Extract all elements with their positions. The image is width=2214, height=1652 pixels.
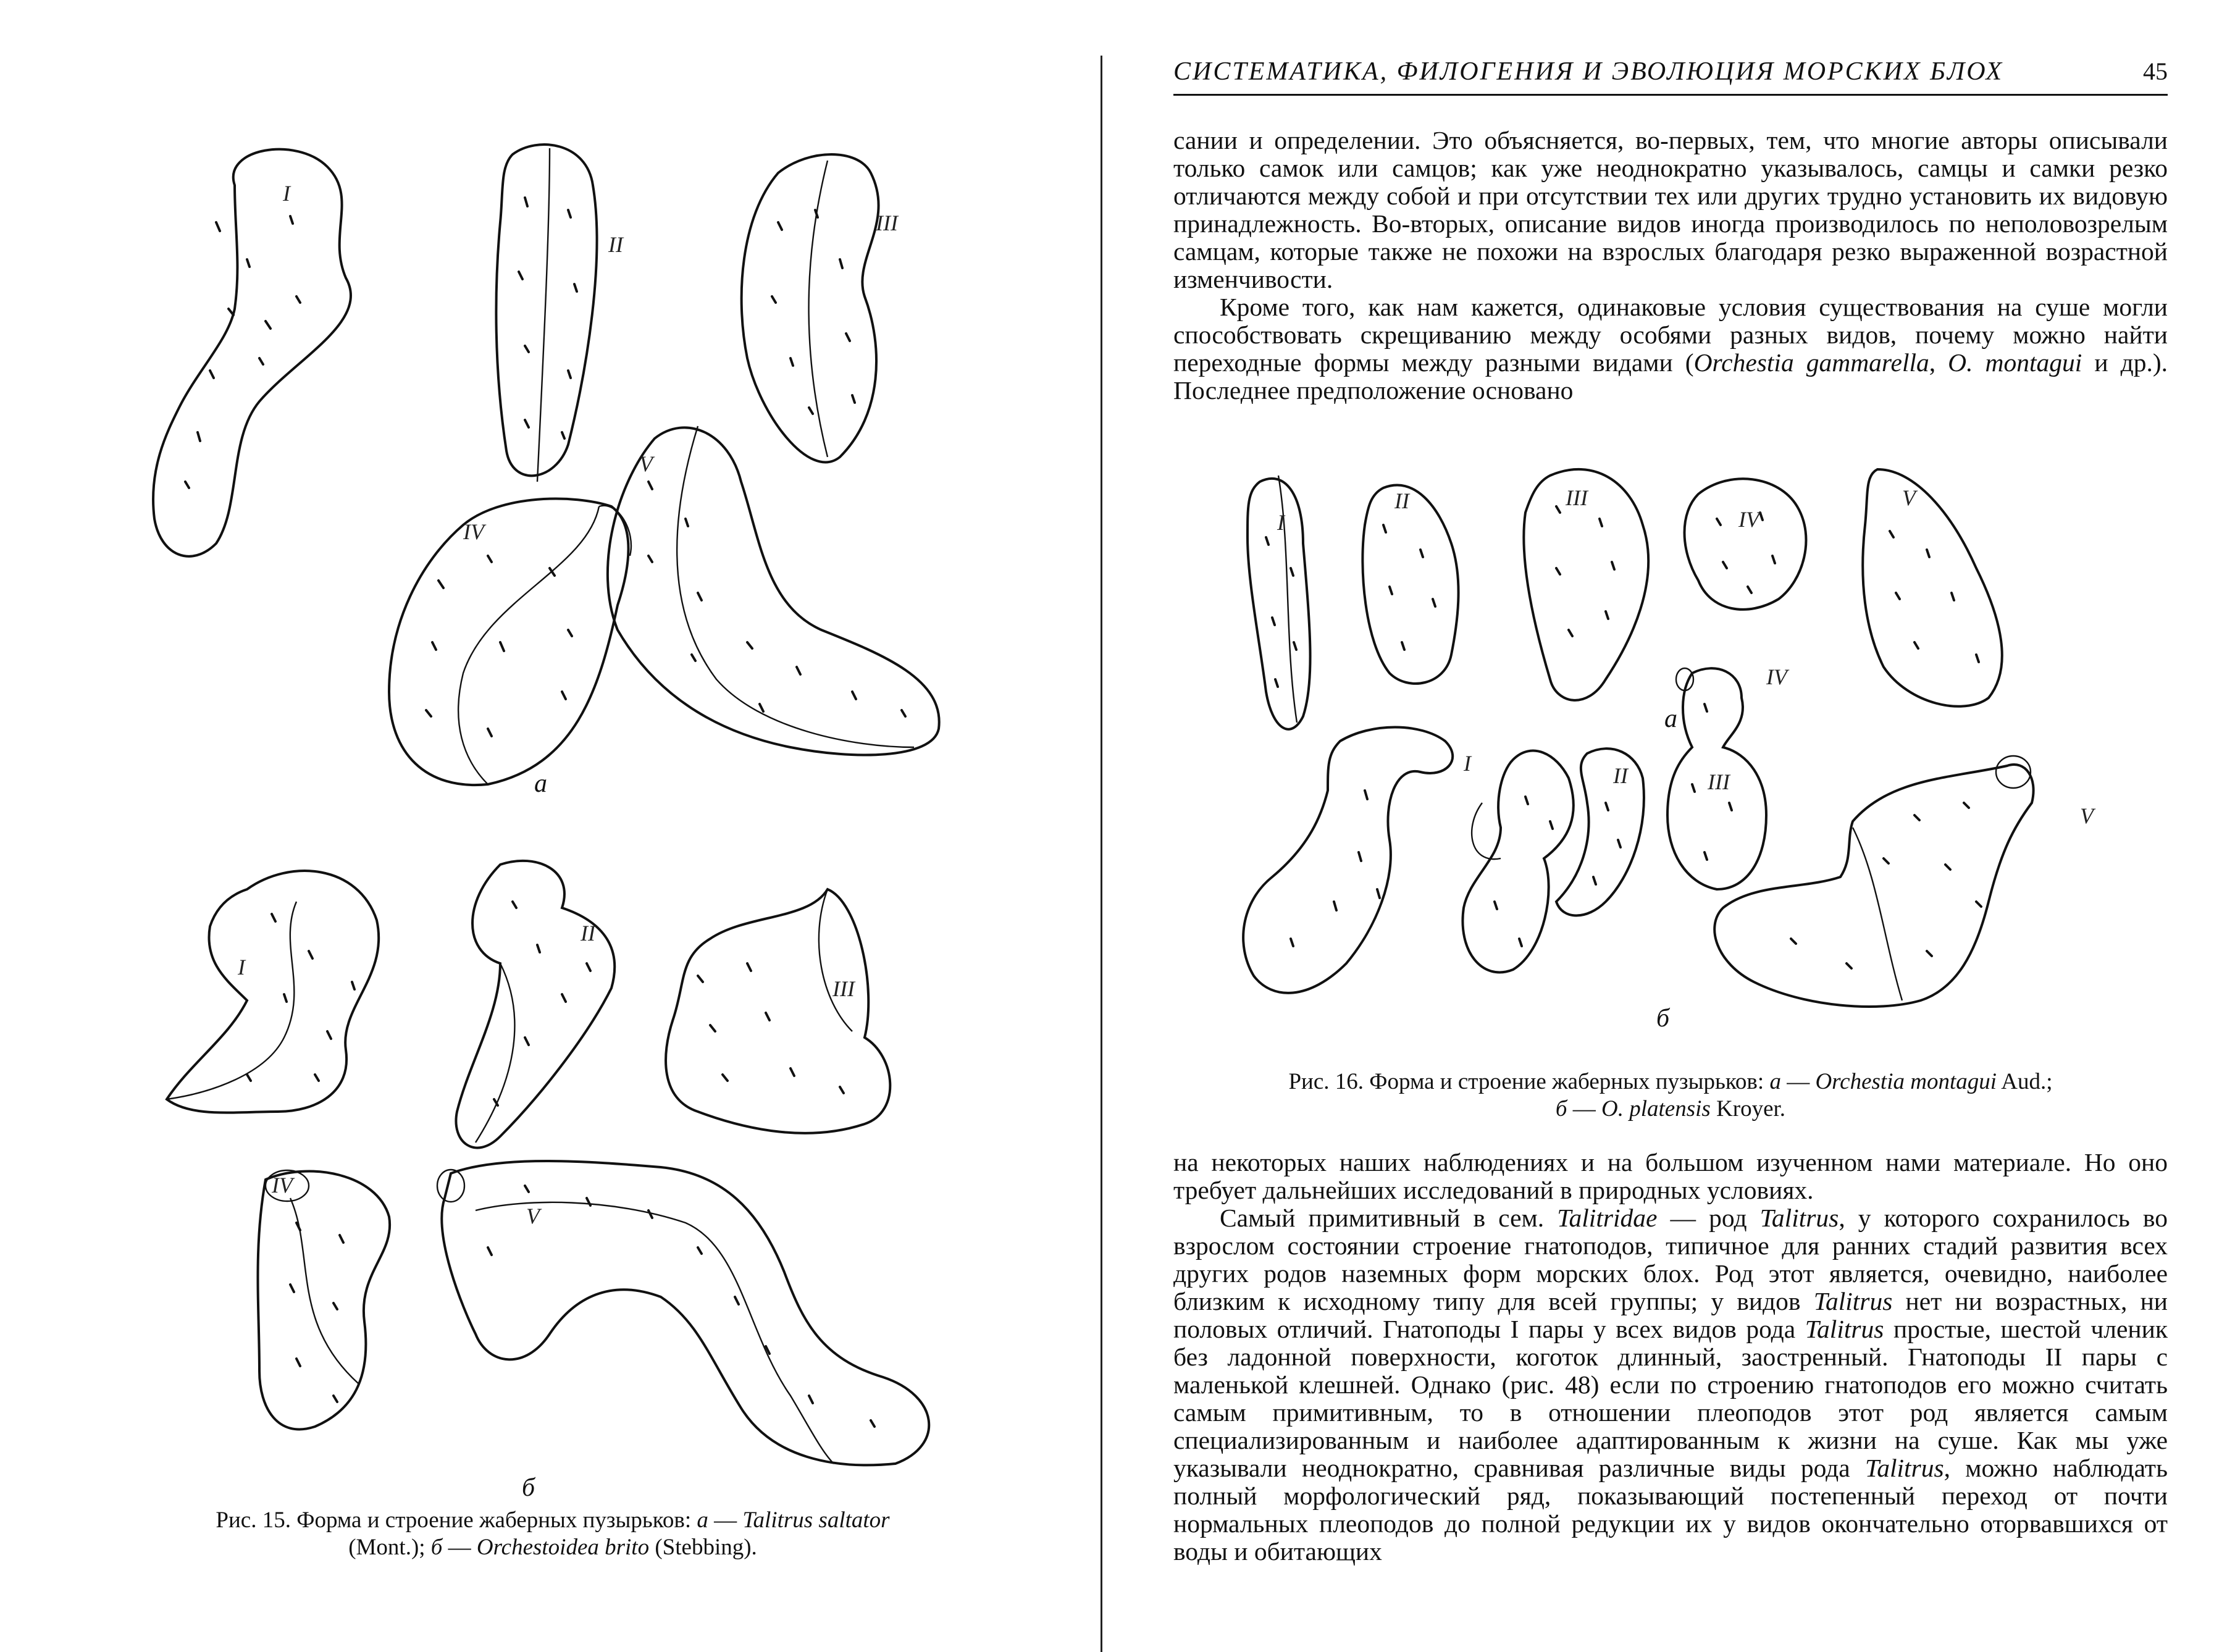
paragraph-2 <box>1173 293 2168 405</box>
caption-15-b: б <box>430 1535 443 1560</box>
paragraph-4-genus-3: Talitrus <box>1805 1315 1884 1343</box>
caption-16-species-b: O. platensis <box>1601 1096 1711 1122</box>
body-text-top <box>1173 127 2168 405</box>
label-16b-iii: III <box>1708 769 1730 794</box>
right-page <box>1105 0 2214 1652</box>
label-16b-v: V <box>2080 803 2094 828</box>
caption-16-author-b: Kroyer. <box>1710 1096 1786 1122</box>
gill-15b-v <box>442 1161 929 1465</box>
caption-15-author-b: (Stebbing). <box>649 1535 757 1560</box>
label-16b-iv: IV <box>1766 665 1787 689</box>
paragraph-4-f: , можно наблюдать полный морфологический ряд, показывающий постепенный переход от почти нормальных плеоподов до полной редукции их у видов окончательно оторвавшихся от воды и обитающих <box>1173 1454 2168 1566</box>
caption-15-prefix: Рис. 15. Форма и строение жаберных пузырьков: <box>216 1507 697 1533</box>
figure-16-illustration <box>1235 457 2124 1062</box>
caption-15-dash-a: — <box>708 1507 743 1533</box>
label-16a-i: I <box>1277 510 1285 535</box>
label-15a-i: I <box>283 181 290 206</box>
label-15b-i: I <box>238 955 245 979</box>
gill-15b-iv <box>258 1172 390 1430</box>
label-15a-iv: IV <box>463 519 484 544</box>
figure-15a-illustration <box>142 136 939 809</box>
label-15a-v: V <box>639 451 653 476</box>
paragraph-2-species-1: Orchestia gammarella <box>1693 348 1929 377</box>
gill-16a-v <box>1863 469 2002 707</box>
caption-16-a: а <box>1769 1069 1781 1094</box>
page-gutter <box>1101 56 1102 1652</box>
gill-15b-iii <box>666 889 890 1133</box>
paragraph-4-e: простые, шестой членик без ладонной поверхности, коготок длинный, заостренный. Гнатоподы II пары с маленькой клешней. Однако (рис. 48) если по строению гнатоподов его можно считать самым примитивным, то в отношении плеоподов этот род является самым специализированным и наиболее адаптированным к жизни на суше. Как мы уже указывали неоднократно, сравнивая различные виды рода <box>1173 1315 2168 1482</box>
paragraph-4-family: Talitridae <box>1557 1204 1658 1232</box>
label-16b-ii: II <box>1613 763 1628 788</box>
caption-15-a: а <box>697 1507 708 1533</box>
label-15b-iv: IV <box>272 1173 293 1197</box>
paragraph-1: сании и определении. Это объясняется, во-первых, тем, что многие авторы описывали только самок или самцов; как уже неоднократно указывалось, самцы и самки резко отличаются между собой и при отсутствии тех или других трудно установить их видовую принадлежность. Во-вторых, описание видов иногда производилось по неполовозрелым самцам, которые также не похожи на взрослых благодаря резко выраженной возрастной изменчивости. <box>1173 126 2168 293</box>
caption-16-b: б <box>1555 1096 1567 1122</box>
figure-16b-letter: б <box>1656 1004 1670 1033</box>
gill-16b-i <box>1243 727 1453 993</box>
gill-15b-i <box>167 871 379 1113</box>
page-number: 45 <box>2143 57 2168 85</box>
paragraph-4-c: , у которого сохранилось во взрослом состоянии строение гнатоподов, типичное для ранних стадий развития всех других родов наземных форм морских блох. Род этот является, очевидно, наиболее близким к исходному типу для всей группы; у видов <box>1173 1204 2168 1315</box>
figure-15a-letter: а <box>534 769 547 798</box>
caption-15-author-a: (Mont.); <box>348 1535 431 1560</box>
gill-15b-ii <box>456 861 614 1148</box>
label-16a-iii: III <box>1566 485 1588 510</box>
gill-16b-iii <box>1556 748 1644 915</box>
paragraph-2-b: , <box>1929 348 1948 377</box>
figure-16a-letter: а <box>1664 705 1677 733</box>
caption-16-dash-b: — <box>1567 1096 1602 1122</box>
label-15a-ii: II <box>608 232 623 257</box>
label-16a-iv: IV <box>1738 507 1759 532</box>
left-page <box>0 0 1099 1652</box>
gill-15a-iv <box>389 499 629 786</box>
figure-15-caption <box>148 1507 957 1561</box>
paragraph-4-b: — род <box>1657 1204 1760 1232</box>
paragraph-3: на некоторых наших наблюдениях и на большом изученном нами материале. Но оно требует дальнейших исследований в природных условиях. <box>1173 1148 2168 1204</box>
body-text-bottom <box>1173 1149 2168 1566</box>
paragraph-2-a: Кроме того, как нам кажется, одинаковые условия существования на суше могли способствовать скрещиванию между особями разных видов, почему можно найти переходные формы между разными видами ( <box>1173 293 2168 377</box>
gill-15a-i <box>153 149 351 556</box>
figure-16-caption <box>1173 1068 2168 1123</box>
label-15a-iii: III <box>876 211 898 235</box>
caption-15-species-a: Talitrus saltator <box>742 1507 890 1533</box>
caption-16-prefix: Рис. 16. Форма и строение жаберных пузырьков: <box>1288 1069 1770 1094</box>
paragraph-4-a: Самый примитивный в сем. <box>1220 1204 1558 1232</box>
caption-15-species-b: Orchestoidea brito <box>476 1535 650 1560</box>
paragraph-4-genus-1: Talitrus <box>1759 1204 1839 1232</box>
gill-15a-v <box>608 427 939 755</box>
paragraph-4-d: нет ни возрастных, ни половых отличий. Гнатоподы I пары у всех видов рода <box>1173 1287 2168 1343</box>
label-16a-ii: II <box>1394 488 1409 513</box>
label-15b-iii: III <box>832 976 855 1001</box>
caption-15-dash-b: — <box>442 1535 477 1560</box>
caption-16-dash-a: — <box>1780 1069 1816 1094</box>
gill-16a-iv <box>1685 479 1806 610</box>
caption-16-author-a: Aud.; <box>1997 1069 2053 1094</box>
paragraph-4-genus-4: Talitrus <box>1864 1454 1944 1482</box>
paragraph-2-species-2: O. montagui <box>1948 348 2082 377</box>
gill-15a-iii <box>742 154 879 462</box>
paragraph-4 <box>1173 1204 2168 1566</box>
caption-16-species-a: Orchestia montagui <box>1815 1069 1997 1094</box>
label-16a-v: V <box>1902 485 1916 510</box>
running-header <box>1173 51 2168 96</box>
gill-16a-ii <box>1362 485 1458 684</box>
figure-15b-letter: б <box>522 1474 535 1502</box>
label-15b-v: V <box>526 1204 540 1228</box>
label-16b-i: I <box>1464 751 1471 776</box>
figure-15b-illustration <box>154 852 957 1470</box>
running-header-title: СИСТЕМАТИКА, ФИЛОГЕНИЯ И ЭВОЛЮЦИЯ МОРСКИХ БЛОХ <box>1173 57 2004 86</box>
label-15b-ii: II <box>581 921 595 945</box>
gill-15a-ii <box>496 145 597 476</box>
paragraph-4-genus-2: Talitrus <box>1813 1287 1893 1315</box>
paragraph-2-c: и др.). Последнее предположение основано <box>1173 348 2168 405</box>
